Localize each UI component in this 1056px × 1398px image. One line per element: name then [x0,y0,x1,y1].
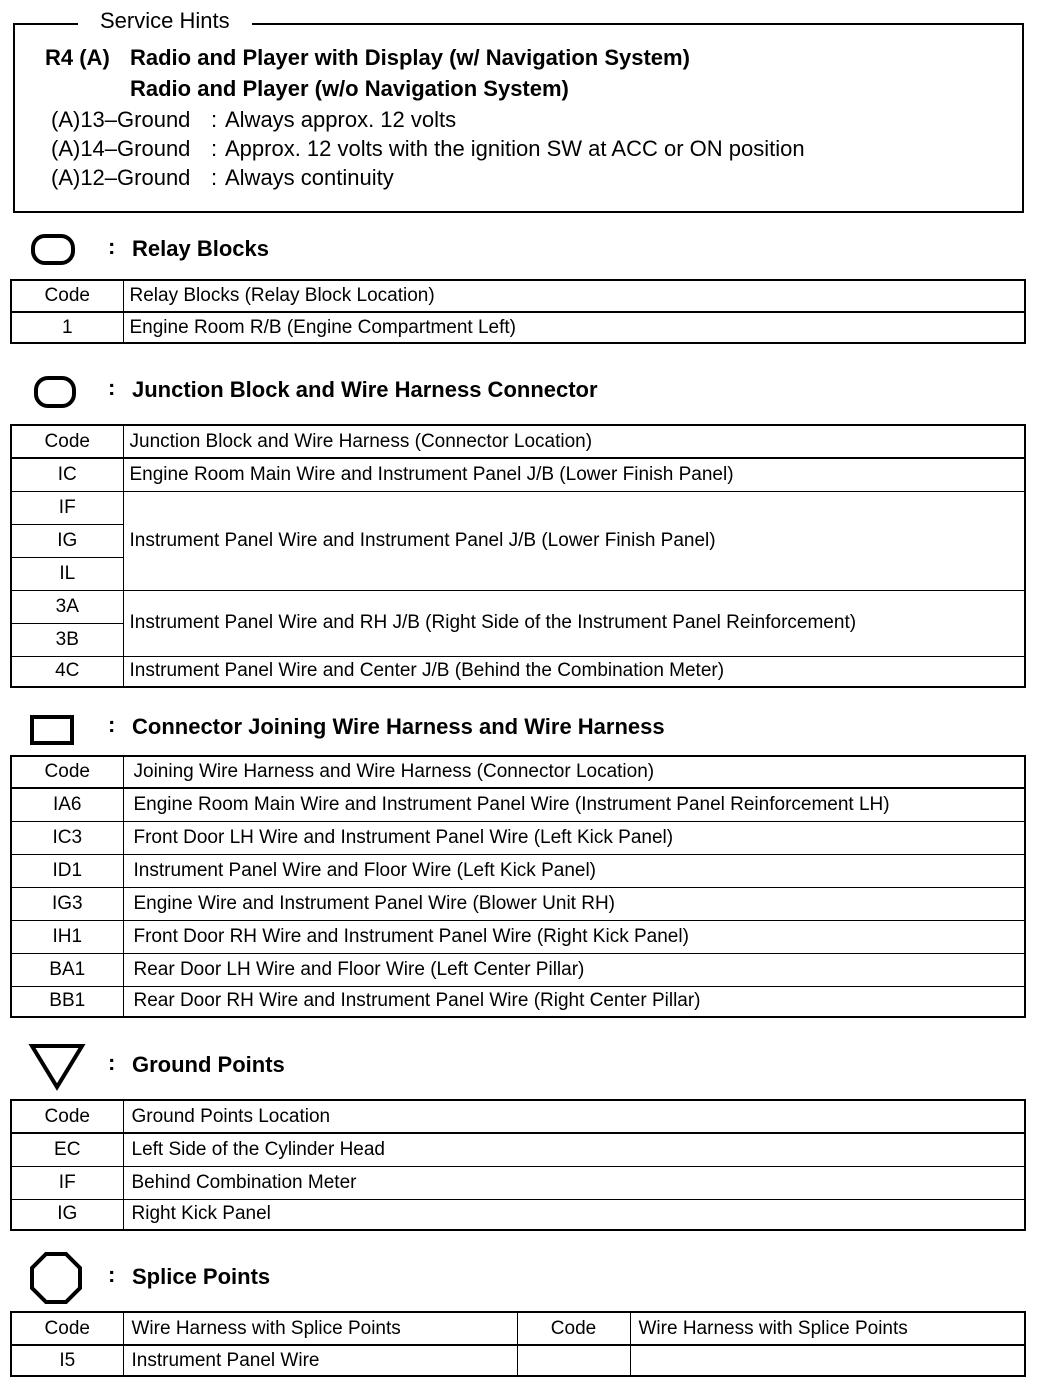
service-hints-title: Service Hints [78,8,252,34]
table-header-row [11,756,1025,788]
section-colon: : [108,234,116,259]
section-title: Splice Points [132,1264,271,1289]
code-cell: ID1 [11,854,123,887]
hint-condition: Always continuity [225,165,394,190]
column-header: Relay Blocks (Relay Block Location) [123,280,1025,312]
hint-separator: : [211,136,218,161]
code-cell [517,1345,630,1376]
table-row [11,986,1025,1017]
code-cell: IL [11,557,123,590]
table-header-row [11,1100,1025,1133]
hint-terminal: (A)14–Ground [51,136,191,161]
code-cell: IF [11,491,123,524]
code-cell: IG [11,1199,123,1230]
table-row [11,1199,1025,1230]
rounded-rect-icon [28,373,78,411]
column-header: Code [11,1100,123,1133]
code-cell: IC3 [11,821,123,854]
section-colon: : [108,712,116,737]
table-row [11,491,1025,524]
section-title: Junction Block and Wire Harness Connector [132,377,598,402]
desc-cell: Instrument Panel Wire and Floor Wire (Left Kick Panel) [123,854,1025,887]
desc-cell: Engine Room Main Wire and Instrument Panel J/B (Lower Finish Panel) [123,458,1025,491]
desc-cell: Rear Door RH Wire and Instrument Panel Wire (Right Center Pillar) [123,986,1025,1017]
table-row [11,1133,1025,1166]
table-header-row [11,280,1025,312]
hint-condition: Approx. 12 volts with the ignition SW at ACC or ON position [225,136,805,161]
code-cell: 4C [11,656,123,687]
table-row [11,1345,1025,1376]
desc-cell: Front Door RH Wire and Instrument Panel Wire (Right Kick Panel) [123,920,1025,953]
table-header-row [11,1312,1025,1345]
junction-blocks-table [10,424,1026,688]
column-header: Code [517,1312,630,1345]
code-cell: BA1 [11,953,123,986]
section-title: Ground Points [132,1052,285,1077]
desc-cell: Left Side of the Cylinder Head [123,1133,1025,1166]
rounded-rect-icon [28,232,78,268]
code-cell: EC [11,1133,123,1166]
desc-cell: Engine Room Main Wire and Instrument Panel Wire (Instrument Panel Reinforcement LH) [123,788,1025,821]
code-cell: IG [11,524,123,557]
triangle-down-icon [28,1042,88,1092]
hint-separator: : [211,107,218,132]
hint-terminal: (A)13–Ground [51,107,191,132]
table-row [11,656,1025,687]
column-header: Wire Harness with Splice Points [123,1312,517,1345]
service-hints-box [13,23,1024,213]
table-row [11,590,1025,623]
section-title: Relay Blocks [132,236,269,261]
code-cell: 3A [11,590,123,623]
desc-cell: Instrument Panel Wire and Center J/B (Behind the Combination Meter) [123,656,1025,687]
desc-cell: Engine Room R/B (Engine Compartment Left) [123,312,1025,343]
hint-condition: Always approx. 12 volts [225,107,457,132]
desc-cell: Front Door LH Wire and Instrument Panel Wire (Left Kick Panel) [123,821,1025,854]
relay-blocks-table [10,279,1026,344]
splice-points-table [10,1311,1026,1377]
section-title: Connector Joining Wire Harness and Wire Harness [132,714,665,739]
code-cell: IF [11,1166,123,1199]
column-header: Junction Block and Wire Harness (Connector Location) [123,425,1025,458]
desc-cell: Behind Combination Meter [123,1166,1025,1199]
rectangle-icon [28,710,78,748]
hint-separator: : [211,165,218,190]
component-name-1: Radio and Player with Display (w/ Navigation System) [130,45,690,70]
section-colon: : [108,1262,116,1287]
connector-code: R4 (A) [45,45,110,70]
table-row [11,821,1025,854]
table-row [11,854,1025,887]
code-cell: 1 [11,312,123,343]
table-row [11,312,1025,343]
code-cell: BB1 [11,986,123,1017]
component-name-2: Radio and Player (w/o Navigation System) [130,76,569,101]
desc-cell: Rear Door LH Wire and Floor Wire (Left Center Pillar) [123,953,1025,986]
table-header-row [11,425,1025,458]
connectors-table [10,755,1026,1018]
table-row [11,887,1025,920]
table-row [11,953,1025,986]
desc-cell [630,1345,1025,1376]
code-cell: IA6 [11,788,123,821]
table-row [11,458,1025,491]
desc-cell: Instrument Panel Wire [123,1345,517,1376]
desc-cell: Engine Wire and Instrument Panel Wire (Blower Unit RH) [123,887,1025,920]
table-row [11,1166,1025,1199]
octagon-icon [28,1250,88,1306]
column-header: Joining Wire Harness and Wire Harness (Connector Location) [123,756,1025,788]
desc-cell: Instrument Panel Wire and Instrument Panel J/B (Lower Finish Panel) [123,491,1025,590]
column-header: Wire Harness with Splice Points [630,1312,1025,1345]
column-header: Code [11,756,123,788]
section-colon: : [108,1050,116,1075]
column-header: Code [11,1312,123,1345]
code-cell: IH1 [11,920,123,953]
desc-cell: Right Kick Panel [123,1199,1025,1230]
column-header: Code [11,280,123,312]
code-cell: IC [11,458,123,491]
hint-terminal: (A)12–Ground [51,165,191,190]
code-cell: 3B [11,623,123,656]
desc-cell: Instrument Panel Wire and RH J/B (Right Side of the Instrument Panel Reinforcement) [123,590,1025,656]
column-header: Code [11,425,123,458]
section-colon: : [108,375,116,400]
ground-points-table [10,1099,1026,1231]
code-cell: I5 [11,1345,123,1376]
code-cell: IG3 [11,887,123,920]
column-header: Ground Points Location [123,1100,1025,1133]
table-row [11,920,1025,953]
table-row [11,788,1025,821]
